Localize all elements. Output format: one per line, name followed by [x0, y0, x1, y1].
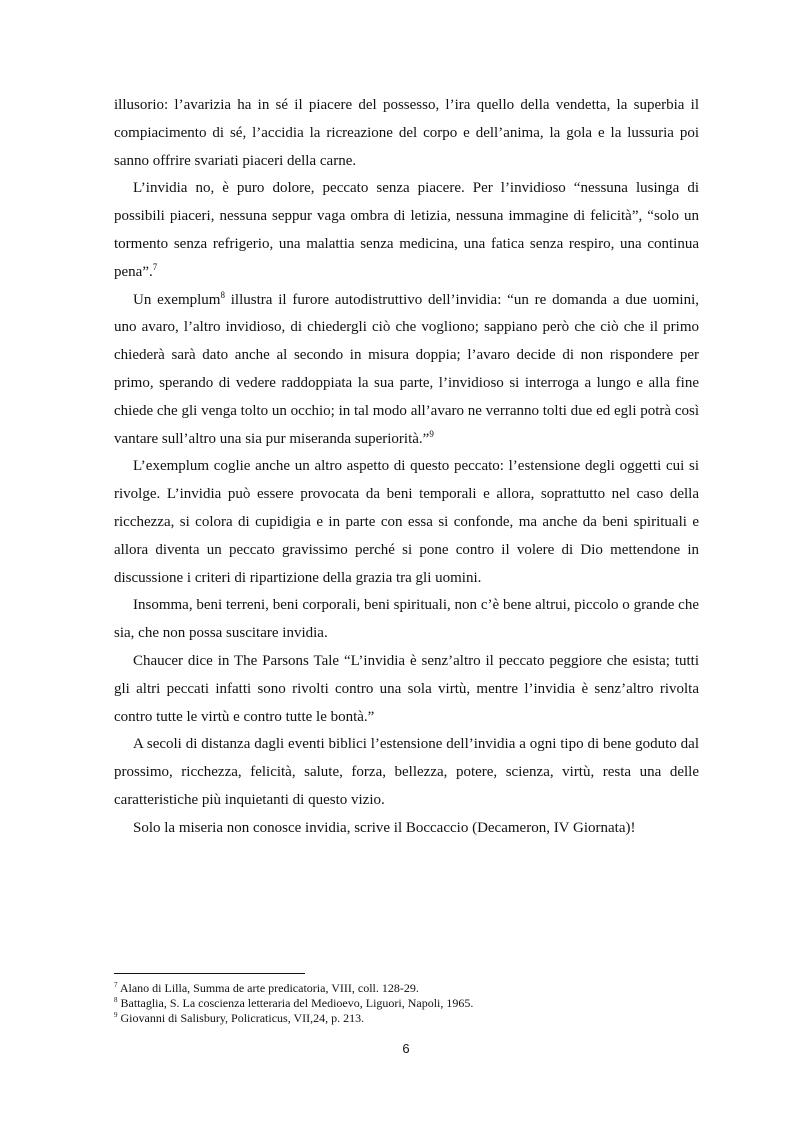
footnote-ref-7: 7 [152, 261, 158, 272]
paragraph-4-text: L’exemplum coglie anche un altro aspetto di questo peccato: l’estensione degli oggetti cui si rivolge. L’invidia può essere provocata da beni temporali e allora, soprattutto nel caso della ricchezza, si colora di cupidigia e in parte con essa si confonde, ma anche da beni spirituali e allora diventa un peccato gravissimo perché si pone contro il volere di Dio mettendone in discussione i criteri di ripartizione della grazia tra gli uomini. [114, 458, 699, 586]
footnote-ref-9: 9 [429, 428, 434, 439]
footnote-ref-8: 8 [220, 289, 225, 300]
paragraph-7 [114, 731, 699, 814]
footnotes [114, 981, 699, 1026]
page-number: 6 [402, 1041, 410, 1056]
paragraph-6-text: Chaucer dice in The Parsons Tale “L’invidia è senz’altro il peccato peggiore che esista; tutti gli altri peccati infatti sono rivolti contro una sola virtù, mentre l’invidia è senz’altro rivolta contro tutte le virtù e contro tutte le bontà.” [114, 652, 699, 725]
paragraph-5 [114, 592, 699, 648]
footnote-separator [114, 973, 305, 974]
footnote-text: Giovanni di Salisbury, Policraticus, VII,24, p. 213. [120, 1011, 365, 1025]
paragraph-3-lead: Un exemplum [133, 291, 221, 308]
paragraph-2-text: L’invidia no, è puro dolore, peccato senza piacere. Per l’invidioso “nessuna lusinga di possibili piaceri, nessuna seppur vaga ombra di letizia, nessuna immagine di felicità”, “solo un tormento senza refrigerio, una malattia senza medicina, una fatica senza respiro, una continua pena”. [114, 180, 699, 280]
paragraph-2 [114, 175, 699, 286]
paragraph-8-text: Solo la miseria non conosce invidia, scrive il Boccaccio (Decameron, IV Giornata)! [133, 819, 636, 836]
paragraph-5-text: Insomma, beni terreni, beni corporali, beni spirituali, non c’è bene altrui, piccolo o grande che sia, che non possa suscitare invidia. [114, 597, 699, 642]
footnote-7 [114, 981, 699, 996]
footnote-number: 9 [114, 1011, 118, 1019]
footnote-text: Battaglia, S. La coscienza letteraria del Medioevo, Liguori, Napoli, 1965. [120, 996, 474, 1010]
paragraph-6 [114, 648, 699, 731]
paragraph-3 [114, 287, 699, 454]
paragraph-1-text: illusorio: l’avarizia ha in sé il piacere del possesso, l’ira quello della vendetta, la superbia il compiacimento di sé, l’accidia la ricreazione del corpo e dell’anima, la gola e la lussuria poi sanno offrire svariati piaceri della carne. [114, 97, 699, 169]
footnote-8 [114, 996, 699, 1011]
paragraph-4 [114, 453, 699, 592]
paragraph-7-text: A secoli di distanza dagli eventi biblici l’estensione dell’invidia a ogni tipo di bene goduto dal prossimo, ricchezza, felicità, salute, forza, bellezza, potere, scienza, virtù, resta una delle caratteristiche più inquietanti di questo vizio. [114, 736, 699, 808]
footnote-text: Alano di Lilla, Summa de arte predicatoria, VIII, coll. 128-29. [119, 981, 419, 995]
footnote-9 [114, 1011, 699, 1026]
paragraph-8 [114, 815, 699, 843]
paragraph-3-text: illustra il furore autodistruttivo dell’invidia: “un re domanda a due uomini, uno avaro, l’altro invidioso, di chiedergli ciò che vogliono; sappiano però che ciò che il primo chiederà sarà dato anche al secondo in misura doppia; l’avaro decide di non rispondere per primo, sperando di vedere raddoppiata la sua parte, l’invidioso si interroga a lungo e alla fine chiede che gli venga tolto un occhio; in tal modo all’avaro ne verranno tolti due ed egli potrà così vantare sull’altro una sia pur miseranda superiorità.” [114, 291, 700, 447]
paragraph-1 [114, 92, 699, 175]
body-text [114, 92, 699, 843]
footnote-number: 8 [114, 996, 118, 1004]
footnote-number: 7 [114, 981, 118, 989]
